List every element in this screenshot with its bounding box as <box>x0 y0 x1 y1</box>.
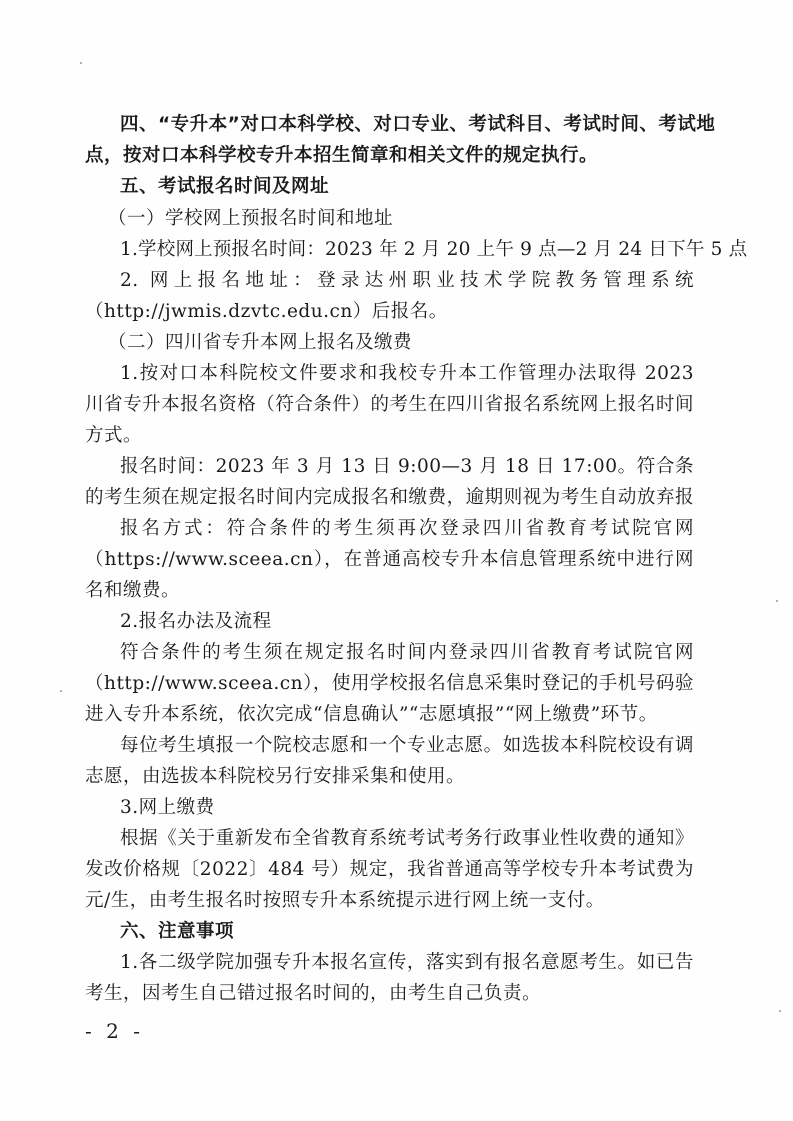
sub1-item-2-line-2: （http://jwmis.dzvtc.edu.cn）后报名。 <box>85 301 448 322</box>
section-six-p1-line-1: 1.各二级学院加强专升本报名宣传，落实到有报名意愿考生。如已告 <box>120 952 694 973</box>
sub2-p6-line-2: 发改价格规〔2022〕484 号）规定，我省普通高等学校专升本考试费为 <box>85 859 694 880</box>
sub2-p5-line-1: 每位考生填报一个院校志愿和一个专业志愿。如选拔本科院校设有调 <box>120 735 694 756</box>
sub2-p6-line-3: 元/生，由考生报名时按照专升本系统提示进行网上统一支付。 <box>85 890 605 911</box>
section-five-heading: 五、考试报名时间及网址 <box>120 176 330 197</box>
section-four-line-1: 四、“专升本”对口本科学校、对口专业、考试科目、考试时间、考试地 <box>120 114 716 135</box>
sub2-p4-line-3: 进入专升本系统，依次完成“信息确认”“志愿填报”“网上缴费”环节。 <box>85 704 658 725</box>
section-four-line-2: 点，按对口本科学校专升本招生简章和相关文件的规定执行。 <box>85 145 599 166</box>
sub2-item-3-title: 3.网上缴费 <box>120 797 215 818</box>
sub2-item-2-title: 2.报名办法及流程 <box>120 611 272 632</box>
sub2-p4-line-1: 符合条件的考生须在规定报名时间内登录四川省教育考试院官网 <box>120 642 694 663</box>
sub2-p2-line-1: 报名时间：2023 年 3 月 13 日 9:00—3 月 18 日 17:00。符合条 <box>120 456 694 477</box>
section-six-heading: 六、注意事项 <box>120 921 235 942</box>
section-six-p1-line-2: 考生，因考生自己错过报名时间的，由考生自己负责。 <box>85 983 542 1004</box>
sub2-p1-line-1: 1.按对口本科院校文件要求和我校专升本工作管理办法取得 2023 <box>120 363 694 384</box>
scan-speck <box>776 600 778 602</box>
subsection-one-heading: （一）学校网上预报名时间和地址 <box>108 208 394 229</box>
sub2-p3-line-1: 报名方式：符合条件的考生须再次登录四川省教育考试院官网 <box>120 518 694 539</box>
sub2-p5-line-2: 志愿，由选拔本科院校另行安排采集和使用。 <box>85 766 466 787</box>
sub2-p3-line-3: 名和缴费。 <box>85 580 181 601</box>
sub2-p2-line-2: 的考生须在规定报名时间内完成报名和缴费，逾期则视为考生自动放弃报 <box>85 487 694 508</box>
scan-speck <box>60 690 62 692</box>
sub1-item-2-line-1: 2. 网上报名地址：登录达州职业技术学院教务管理系统 <box>120 270 694 291</box>
sub2-p6-line-1: 根据《关于重新发布全省教育系统考试考务行政事业性收费的通知》 <box>120 828 694 849</box>
sub2-p4-line-2: （http://www.sceea.cn），使用学校报名信息采集时登记的手机号码验 <box>85 673 694 694</box>
sub1-item-1: 1.学校网上预报名时间：2023 年 2 月 20 上午 9 点—2 月 24 日下午 5 点 <box>120 239 748 260</box>
scan-speck <box>779 1010 781 1012</box>
sub2-p1-line-2: 川省专升本报名资格（符合条件）的考生在四川省报名系统网上报名时间 <box>85 394 694 415</box>
sub2-p1-line-3: 方式。 <box>85 425 143 446</box>
page-number: - 2 - <box>85 1019 144 1043</box>
subsection-two-heading: （二）四川省专升本网上报名及缴费 <box>108 332 413 353</box>
scan-speck <box>80 62 82 64</box>
sub2-p3-line-2: （https://www.sceea.cn），在普通高校专升本信息管理系统中进行网 <box>85 549 694 570</box>
